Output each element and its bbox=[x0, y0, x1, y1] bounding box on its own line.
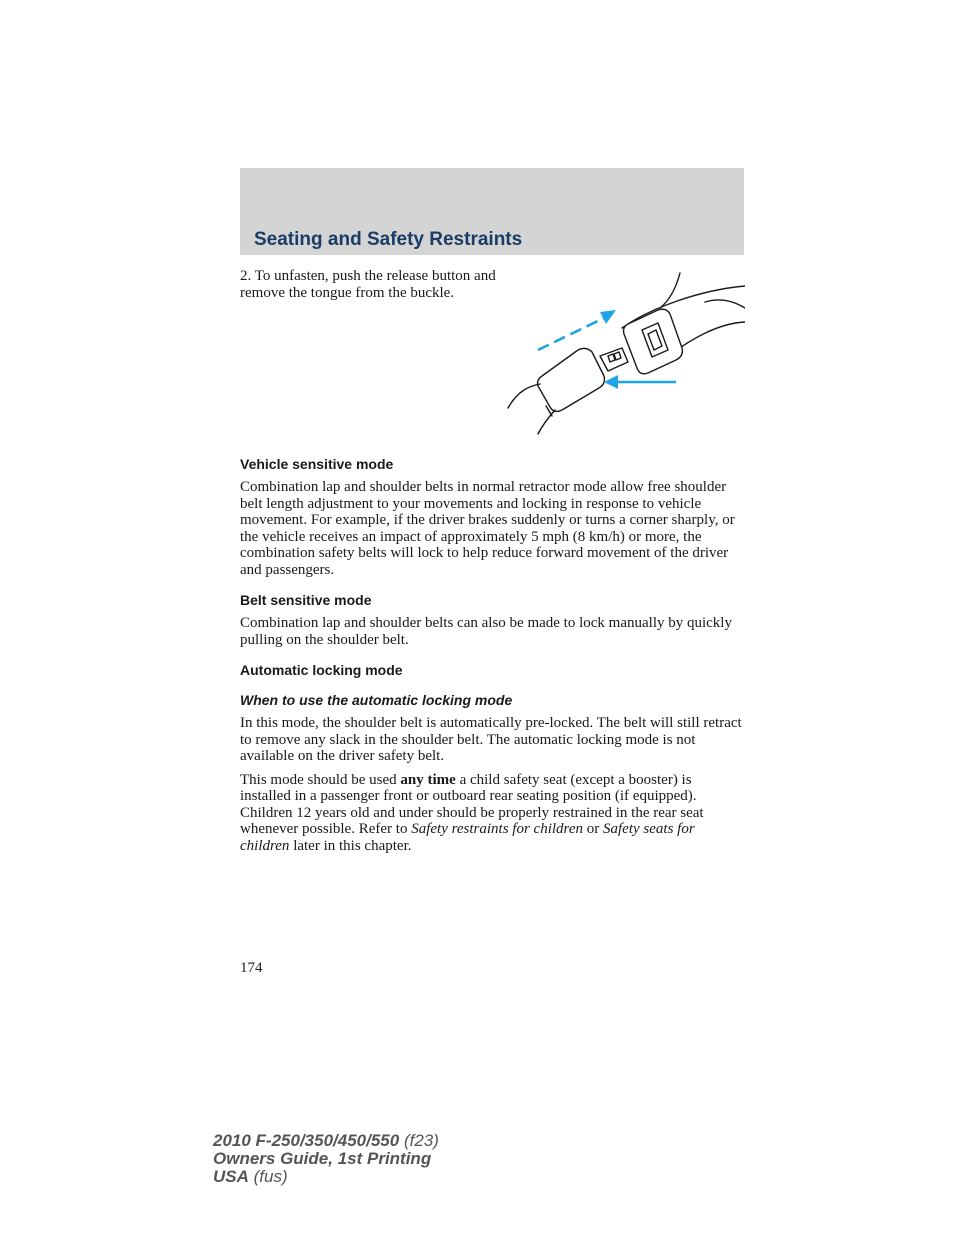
removal-arrowhead bbox=[600, 310, 616, 324]
buckle-body bbox=[624, 309, 683, 374]
paragraph-belt-sensitive-mode: Combination lap and shoulder belts can also be made to lock manually by quickly pulling on the shoulder belt. bbox=[240, 615, 732, 648]
page-number: 174 bbox=[240, 960, 263, 976]
paragraph-automatic-locking-2 bbox=[240, 772, 746, 855]
document-footer bbox=[213, 1132, 439, 1186]
reference-safety-seats-for-children: Safety seats for children bbox=[240, 821, 695, 854]
emphasis-any-time: any time bbox=[400, 771, 456, 788]
footer-line-model bbox=[213, 1132, 439, 1150]
push-button-arrowhead bbox=[604, 375, 618, 389]
paragraph-text: a child safety seat (except a booster) is installed in a passenger front or outboard rear seating position (if equipped). Children 12 years old and under should be properly restrained in the rear seat whenever possible. Refer to bbox=[240, 771, 704, 837]
paragraph-automatic-locking-1: In this mode, the shoulder belt is automatically pre-locked. The belt will still retract to remove any slack in the shoulder belt. The automatic locking mode is not available on the driver safety belt. bbox=[240, 715, 742, 764]
footer-line-region bbox=[213, 1168, 439, 1186]
lap-belt-lower bbox=[538, 410, 555, 434]
reference-safety-restraints-for-children: Safety restraints for children bbox=[411, 821, 583, 837]
section-title: Seating and Safety Restraints bbox=[254, 229, 523, 250]
paragraph-vehicle-sensitive-mode: Combination lap and shoulder belts in normal retractor mode allow free shoulder belt length adjustment to your movements and locking in response to vehicle movement. For example, if the driver brakes suddenly or turns a corner sharply, or the vehicle receives an impact of approximately 5 mph (8 km/h) or more, the combination safety belts will lock to help reduce forward movement of the driver and passengers. bbox=[240, 479, 735, 578]
tongue-plate bbox=[600, 348, 628, 371]
footer-model-code: (f23) bbox=[399, 1131, 439, 1150]
seat-contour-right bbox=[705, 300, 745, 308]
lap-belt-upper bbox=[508, 384, 540, 408]
seat-belt-buckle-illustration bbox=[500, 268, 745, 438]
footer-model: 2010 F-250/350/450/550 bbox=[213, 1131, 400, 1150]
footer-region: USA bbox=[213, 1167, 249, 1186]
main-content bbox=[240, 456, 746, 868]
seat-contour-left bbox=[660, 273, 680, 308]
footer-region-code: (fus) bbox=[248, 1167, 288, 1186]
paragraph-text: later in this chapter. bbox=[289, 837, 412, 854]
intro-instruction: 2. To unfasten, push the release button and remove the tongue from the buckle. bbox=[240, 268, 496, 301]
paragraph-text: This mode should be used bbox=[240, 771, 401, 788]
heading-belt-sensitive-mode: Belt sensitive mode bbox=[240, 592, 372, 608]
heading-vehicle-sensitive-mode: Vehicle sensitive mode bbox=[240, 456, 394, 472]
section-header-band bbox=[240, 168, 744, 255]
subheading-when-to-use: When to use the automatic locking mode bbox=[240, 692, 513, 708]
heading-automatic-locking-mode: Automatic locking mode bbox=[240, 662, 403, 678]
removal-direction-arrow bbox=[538, 318, 604, 350]
tongue-housing bbox=[538, 348, 605, 411]
footer-line-guide: Owners Guide, 1st Printing bbox=[213, 1149, 432, 1168]
paragraph-text: or bbox=[583, 821, 603, 837]
